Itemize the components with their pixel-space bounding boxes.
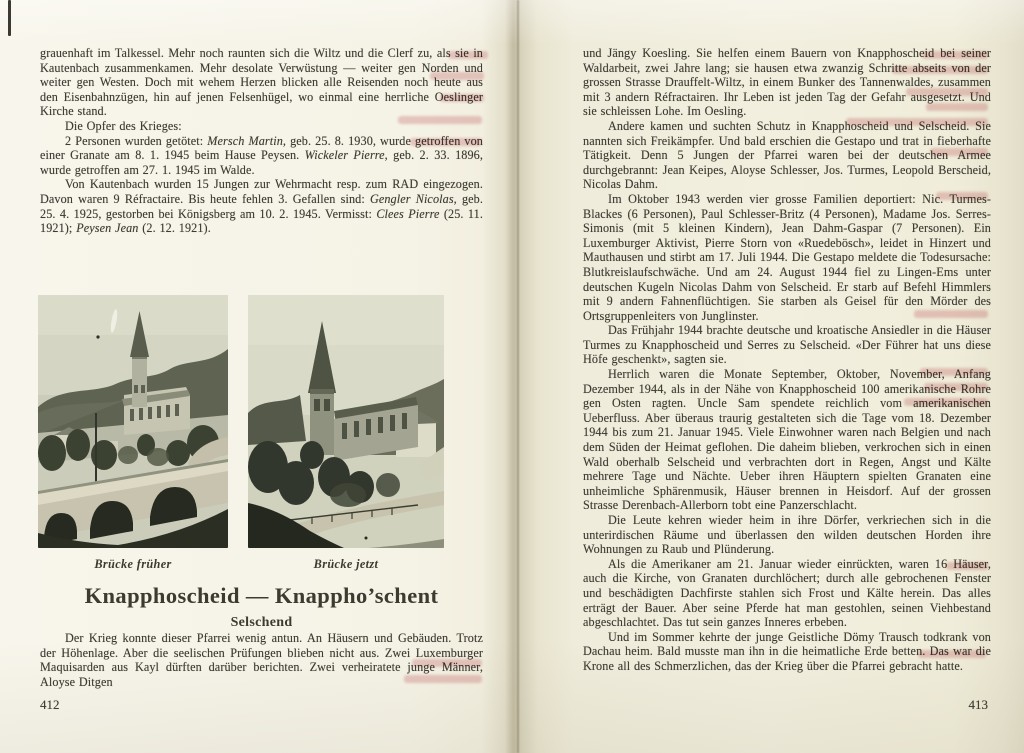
paragraph: Von Kautenbach wurden 15 Jungen zur Wehrmacht resp. zum RAD eingezogen. Davon waren 9 Réfractaire. Bis heute fehlen 3. Gefallen sind: Gengler Nicolas, geb. 25. 4. 1925, gestorben bei Königsberg am 10. 2. 1945. Vermisst: Clees Pierre (25. 11. 1921); Peysen Jean (2. 12. 1921). <box>40 177 483 236</box>
paragraph: grauenhaft im Talkessel. Mehr noch raunten sich die Wiltz und die Clerf zu, als sie in Kautenbach zusammenkamen. Mehr desolate Verwüstung — weiter gen Norden und weiter gen Westen. Doch mit wehem Herzen blicken alle Reisenden noch heute aus den Eisenbahnzügen, hin auf jenen Felsenhügel, wo einmal eine herrliche Oeslinger Kirche stand. <box>40 46 483 119</box>
photo-bruecke-jetzt <box>248 295 444 572</box>
scan-color-artifact <box>920 368 988 376</box>
scan-color-artifact <box>410 138 482 146</box>
scan-color-artifact <box>922 51 988 59</box>
scan-edge-mark <box>8 0 11 36</box>
photo-bruecke-jetzt-image <box>248 295 444 548</box>
scan-color-artifact <box>926 103 988 111</box>
paragraph: Herrlich waren die Monate September, Oktober, November, Anfang Dezember 1944, als in der Nähe von Knapphoscheid 100 amerikanische Rohre gen Osten ragten. Uncle Sam spendete reichlich vom amerikanischen Ueberfluss. Aber überaus traurig gestalteten sich die Tage vom 18. Dezember 1944 bis zum 21. Januar 1945. Viele Einwohner waren nach Belgien und nach dem Süden der Heimat geflohen. Die daheim blieben, verkrochen sich in einen Wald oberhalb Selscheid und verbrachten dort in Regen, Angst und Kälte mehrere Tage und Nächte. Ueber ihren Häuptern spielten Granaten eine unheimliche Sphärenmusik, Häuser brennen in Heisdorf. Auf der grossen Strasse Derenbach-Allerborn tobt eine Panzerschlacht. <box>583 367 991 513</box>
left-page-text-column <box>40 46 483 284</box>
paragraph: und Jängy Koesling. Sie helfen einem Bauern von Knapphoscheid bei seiner Waldarbeit, zwei Jahre lang; sie hausen etwa zwanzig Schritte abseits von der grossen Strasse Drauffelt-Wiltz, in einem Bunker des Tannenwaldes, zusammen mit 3 andern Réfractairen. Ihr Leben ist jeden Tag der Gefahr ausgesetzt. Und sie schleissen Lohe. Im Oesling. <box>583 46 991 119</box>
scan-color-artifact <box>440 94 484 102</box>
page-number-left: 412 <box>40 697 60 712</box>
chapter-subtitle: Selschend <box>230 615 293 630</box>
paragraph: 2 Personen wurden getötet: Mersch Martin, geb. 25. 8. 1930, wurde getroffen von einer Granate am 8. 1. 1945 beim Hause Peysen. Wickeler Pierre, geb. 2. 33. 1896, wurde getroffen am 27. 1. 1945 im Walde. <box>40 133 483 177</box>
scan-color-artifact <box>946 562 988 570</box>
paragraph: Der Krieg konnte dieser Pfarrei wenig antun. An Häusern und Gebäuden. Trotz der Höhenlage. Aber die seelischen Prüfungen blieben nicht aus. Zwei Luxemburger Maquisarden aus Kayl dürften darüber berichten. Zwei verheiratete junge Männer, Aloyse Ditgen <box>40 631 483 689</box>
paragraph: Als die Amerikaner am 21. Januar wieder einrückten, waren 16 Häuser, auch die Kirche, von Granaten durchlöchert; durch alle gebrochenen Fenster und beschädigten Dachfirste stahlen sich Frost und Kälte herein. Das alles erträgt der Bauer. Aber seine Pferde hat man gestohlen, seinen Viehbestand abgeschlachtet. Das tut sein ganzes Inneres erbeben. <box>583 556 991 630</box>
scan-color-artifact <box>924 383 988 391</box>
scan-color-artifact <box>892 66 988 74</box>
scan-color-artifact <box>904 398 988 406</box>
scan-color-artifact <box>430 72 484 80</box>
paragraph: Die Opfer des Krieges: <box>65 118 182 133</box>
scan-color-artifact <box>412 659 482 667</box>
scan-color-artifact <box>846 118 988 126</box>
paragraph: Andere kamen und suchten Schutz in Knapphoscheid und Selscheid. Sie nannten sich Freikämpfer. Und bald erschien die Gestapo und trat in fieberhafte Tätigkeit. Denn 5 Jungen der Pfarrei waren bei der deutschen Armee durchgebrannt: Jean Keipes, Aloyse Schlesser, Jos. Turmes, Leopold Berscheid, Nicolas Dahm. <box>583 118 991 192</box>
scan-color-artifact <box>914 310 988 318</box>
photo-bruecke-frueher <box>38 295 228 572</box>
page-gutter-crease <box>517 0 519 753</box>
page-number-right: 413 <box>968 697 988 712</box>
scan-color-artifact <box>404 675 482 683</box>
scan-color-artifact <box>930 148 988 156</box>
scan-color-artifact <box>918 650 986 658</box>
chapter-title: Knapphoscheid — Knappho’schent <box>84 583 439 608</box>
scan-color-artifact <box>448 51 488 59</box>
paragraph: Das Frühjahr 1944 brachte deutsche und kroatische Ansiedler in die Häuser Turmes zu Knapphoscheid und Serres zu Selscheid. «Der Führer hat uns diese Höfe geschenkt», sagten sie. <box>583 323 991 367</box>
scan-color-artifact <box>906 88 988 96</box>
paragraph: Und im Sommer kehrte der junge Geistliche Dömy Trausch todkrank von Dachau heim. Bald musste man ihn in die heimatliche Erde betten. Das war die Krone all des Schmerzlichen, das der Krieg über die Pfarrei gebracht hatte. <box>583 629 991 673</box>
photo-caption: Brücke früher <box>94 557 172 571</box>
photo-caption: Brücke jetzt <box>313 557 379 571</box>
chapter-headline <box>40 583 483 631</box>
scan-color-artifact <box>936 192 988 200</box>
photo-bruecke-frueher-image <box>38 295 228 548</box>
scan-color-artifact <box>398 116 482 124</box>
paragraph: Die Leute kehren wieder heim in ihre Dörfer, verkriechen sich in die unterirdischen Räume und überlassen den wilden deutschen Horden ihre Wohnungen zu Raub und Plünderung. <box>583 513 991 557</box>
paragraph: Im Oktober 1943 werden vier grosse Familien deportiert: Nic. Turmes-Blackes (6 Personen), Paul Schlesser-Britz (4 Personen), Madame Jos. Serres-Simonis (mit 5 kleinen Kindern), Jean Dahm-Gaspar (7 Personen). Ein Luxemburger Aktivist, Pierre Storn von «Ruedebösch», leidet in Hinzert und Mauthausen und stirbt am 17. Juli 1944. Die Gestapo meldete die Todesursache: Blutkreislaufschwäche. Und am 24. August 1944 fiel zu Lingen-Ems unter deutschen Kugeln Nicolas Dahm von Selscheid. Er starb auf Befehl Himmlers mit 9 andern Fahnenflüchtigen. Sie starben als Geisel für den Mörder des Ortsgruppenleiters von Junglinster. <box>583 191 991 323</box>
